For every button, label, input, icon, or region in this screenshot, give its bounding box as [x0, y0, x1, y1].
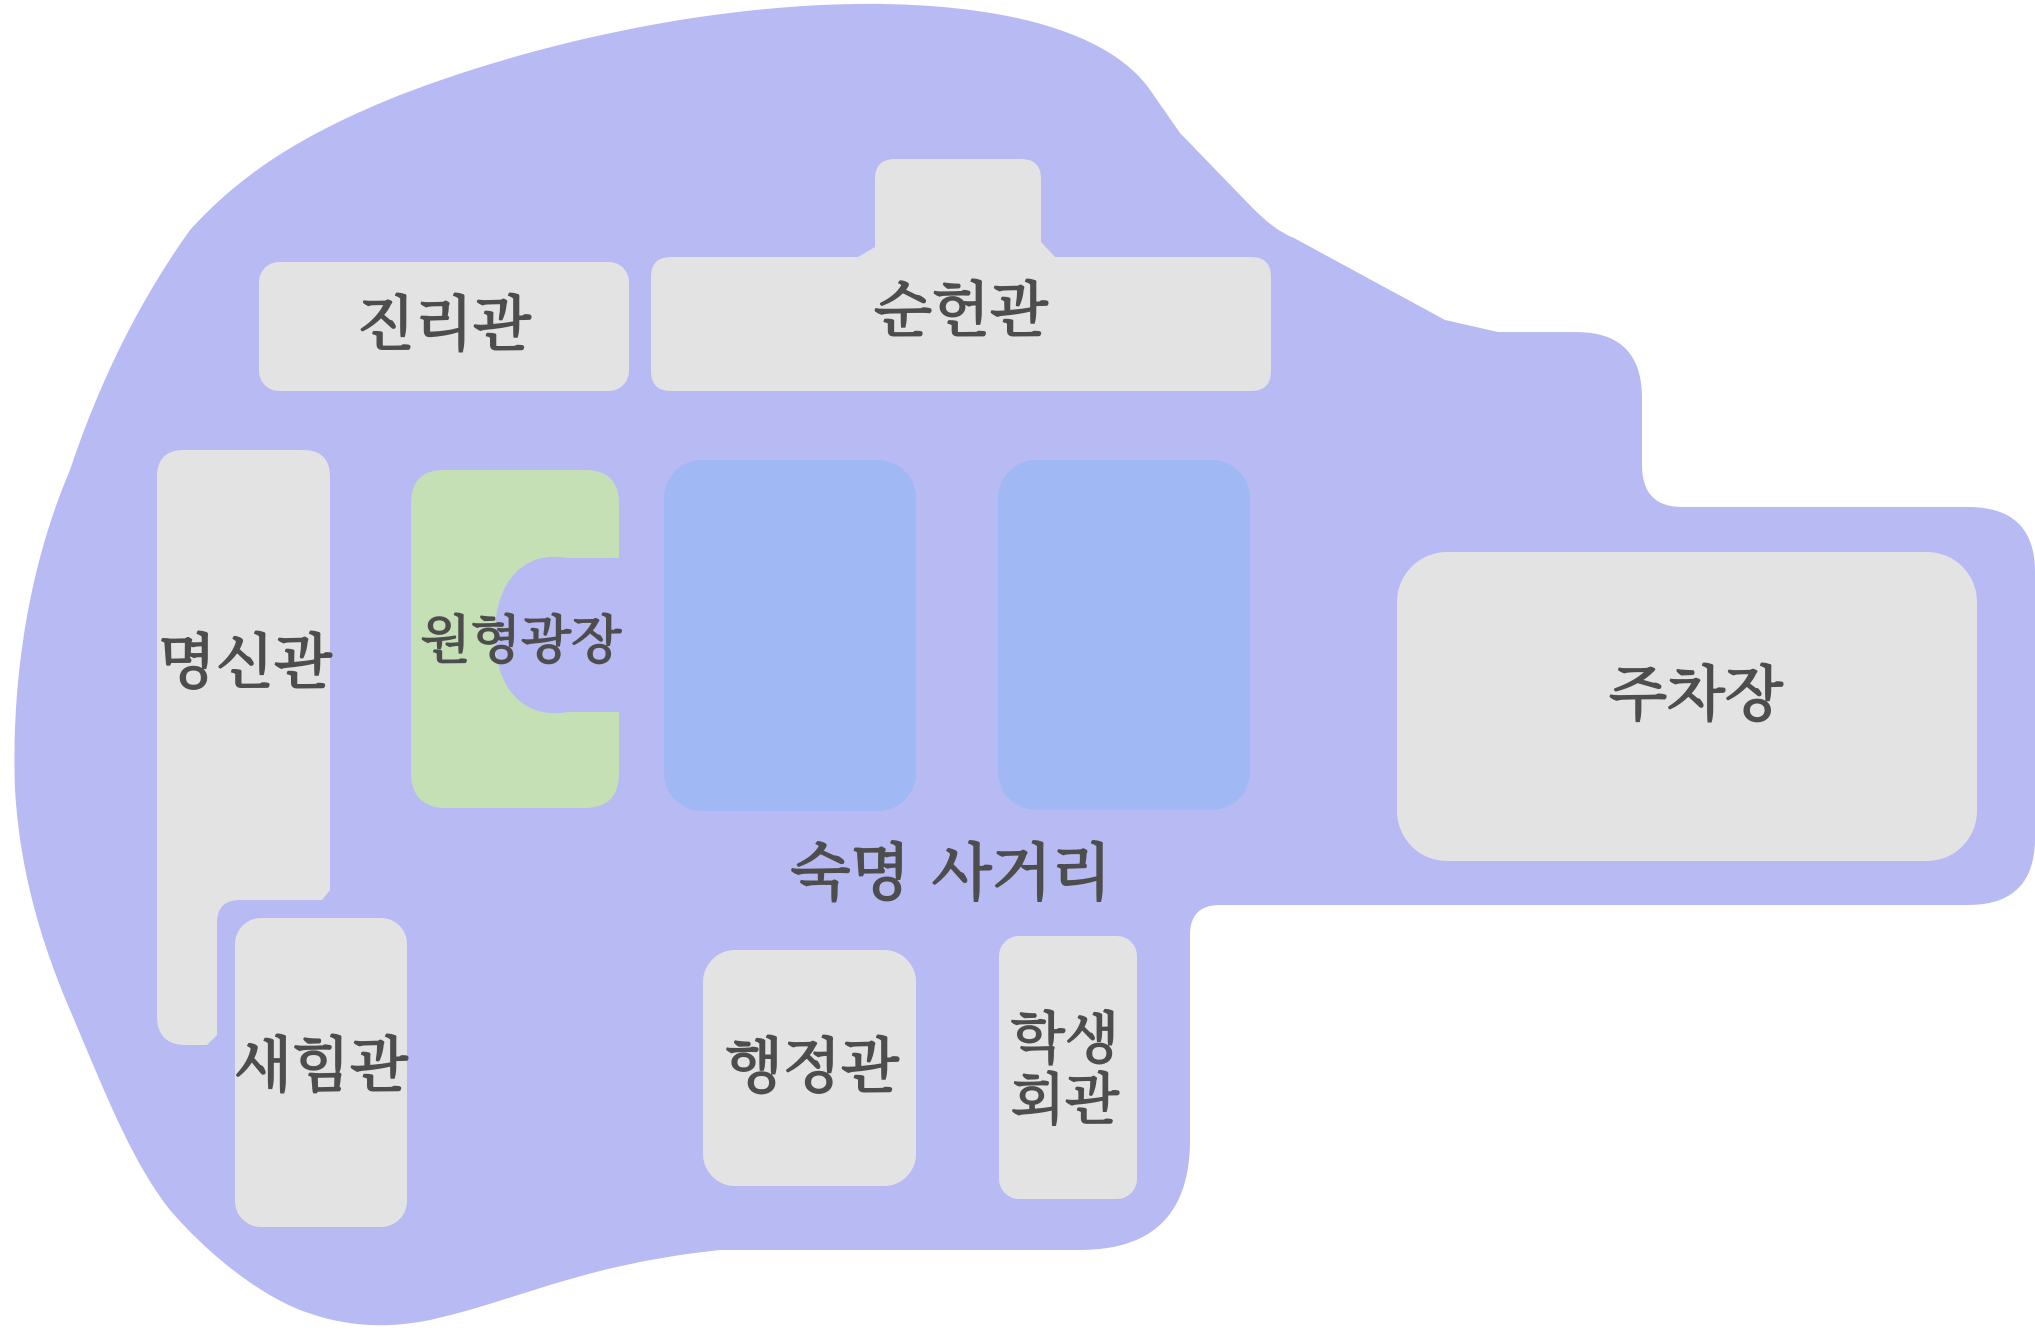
field-1 — [664, 460, 916, 811]
label-sunhyeongwan: 순헌관 — [874, 276, 1048, 346]
label-myeongsingwan: 명신관 — [158, 628, 332, 698]
label-jillikwan: 진리관 — [357, 290, 531, 360]
label-parking: 주차장 — [1609, 660, 1783, 730]
label-student-union-line1: 학생 — [1010, 1007, 1120, 1072]
label-saehimgwan: 새힘관 — [234, 1031, 408, 1101]
label-student-union-line2: 회관 — [1010, 1068, 1120, 1133]
label-haengjeonggwan: 행정관 — [725, 1032, 899, 1102]
field-2 — [998, 460, 1250, 810]
label-crossroads: 숙명 사거리 — [790, 836, 1112, 909]
label-wonhyeong-plaza: 원형광장 — [420, 611, 622, 671]
